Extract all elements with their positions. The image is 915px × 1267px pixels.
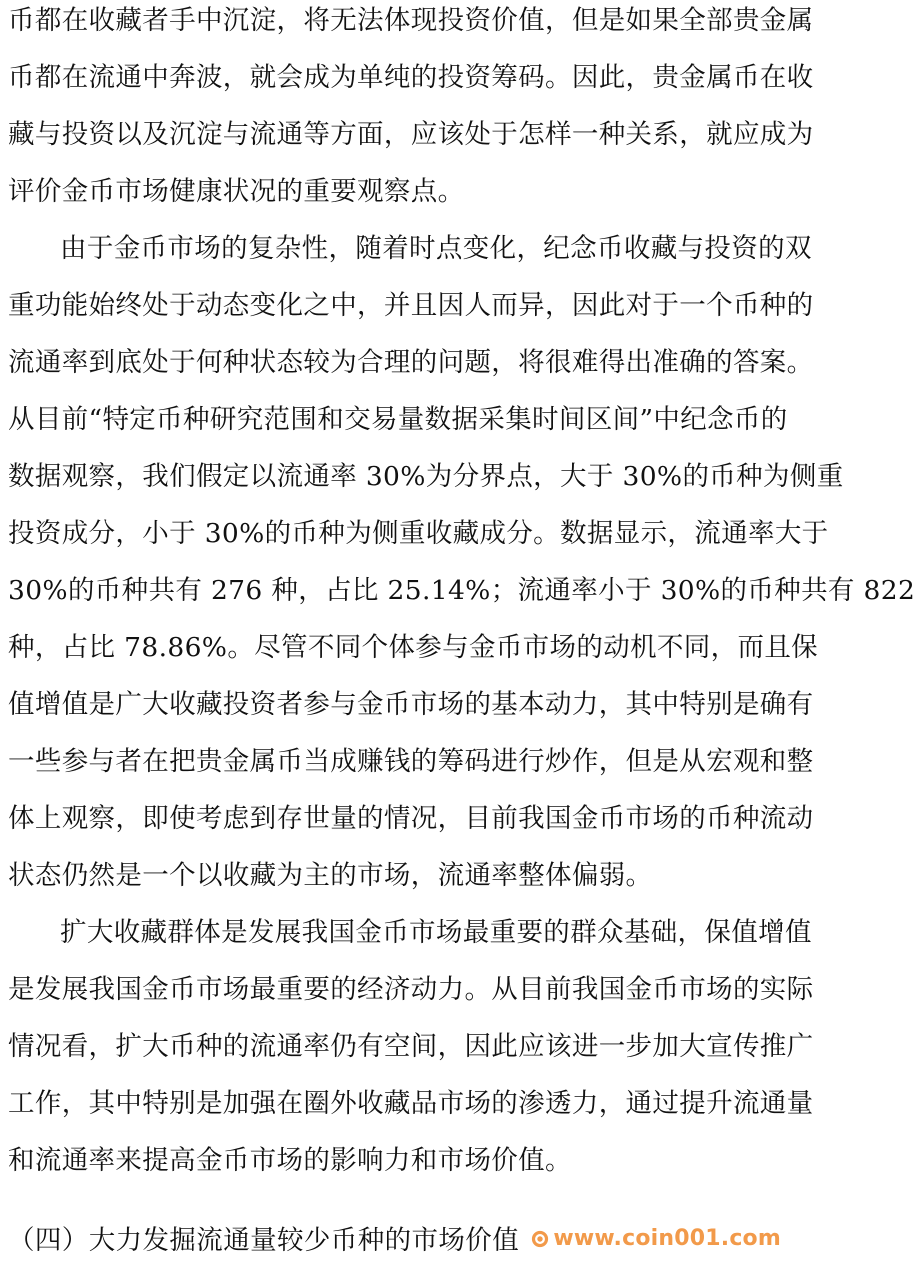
paragraph-line: 从目前“特定币种研究范围和交易量数据采集时间区间”中纪念币的: [8, 404, 788, 435]
paragraph-line: 币都在流通中奔波，就会成为单纯的投资筹码。因此，贵金属币在收: [8, 62, 814, 93]
paragraph-line: 工作，其中特别是加强在圈外收藏品市场的渗透力，通过提升流通量: [8, 1088, 814, 1119]
paragraph-line: 数据观察，我们假定以流通率 30%为分界点，大于 30%的币种为侧重: [8, 461, 844, 492]
watermark-text: www.coin001.com: [553, 1226, 781, 1251]
paragraph-line: 情况看，扩大币种的流通率仍有空间，因此应该进一步加大宣传推广: [8, 1031, 814, 1062]
paragraph-line: 藏与投资以及沉淀与流通等方面，应该处于怎样一种关系，就应成为: [8, 119, 814, 150]
paragraph-line: 和流通率来提高金币市场的影响力和市场价值。: [8, 1145, 572, 1176]
paragraph-line: 值增值是广大收藏投资者参与金币市场的基本动力，其中特别是确有: [8, 689, 814, 720]
paragraph-first-line: 由于金币市场的复杂性，随着时点变化，纪念币收藏与投资的双: [60, 233, 812, 264]
section-heading: （四）大力发掘流通量较少币种的市场价值: [8, 1225, 520, 1256]
paragraph-line: 投资成分，小于 30%的币种为侧重收藏成分。数据显示，流通率大于: [8, 518, 829, 549]
paragraph-line: 币都在收藏者手中沉淀，将无法体现投资价值，但是如果全部贵金属: [8, 5, 814, 36]
paragraph-line: 评价金币市场健康状况的重要观察点。: [8, 176, 465, 207]
paragraph-first-line: 扩大收藏群体是发展我国金币市场最重要的群众基础，保值增值: [60, 917, 812, 948]
paragraph-line: 体上观察，即使考虑到存世量的情况，目前我国金币市场的币种流动: [8, 803, 814, 834]
paragraph-line: 是发展我国金币市场最重要的经济动力。从目前我国金币市场的实际: [8, 974, 814, 1005]
paragraph-line: 状态仍然是一个以收藏为主的市场，流通率整体偏弱。: [8, 860, 653, 891]
paragraph-line: 种，占比 78.86%。尽管不同个体参与金币市场的动机不同，而且保: [8, 632, 819, 663]
coin-logo-icon: [531, 1230, 549, 1248]
paragraph-line: 重功能始终处于动态变化之中，并且因人而异，因此对于一个币种的: [8, 290, 814, 321]
paragraph-line: 30%的币种共有 276 种，占比 25.14%；流通率小于 30%的币种共有 822: [8, 575, 915, 606]
paragraph-line: 一些参与者在把贵金属币当成赚钱的筹码进行炒作，但是从宏观和整: [8, 746, 814, 777]
paragraph-line: 流通率到底处于何种状态较为合理的问题，将很难得出准确的答案。: [8, 347, 814, 378]
site-watermark: [531, 1226, 781, 1251]
